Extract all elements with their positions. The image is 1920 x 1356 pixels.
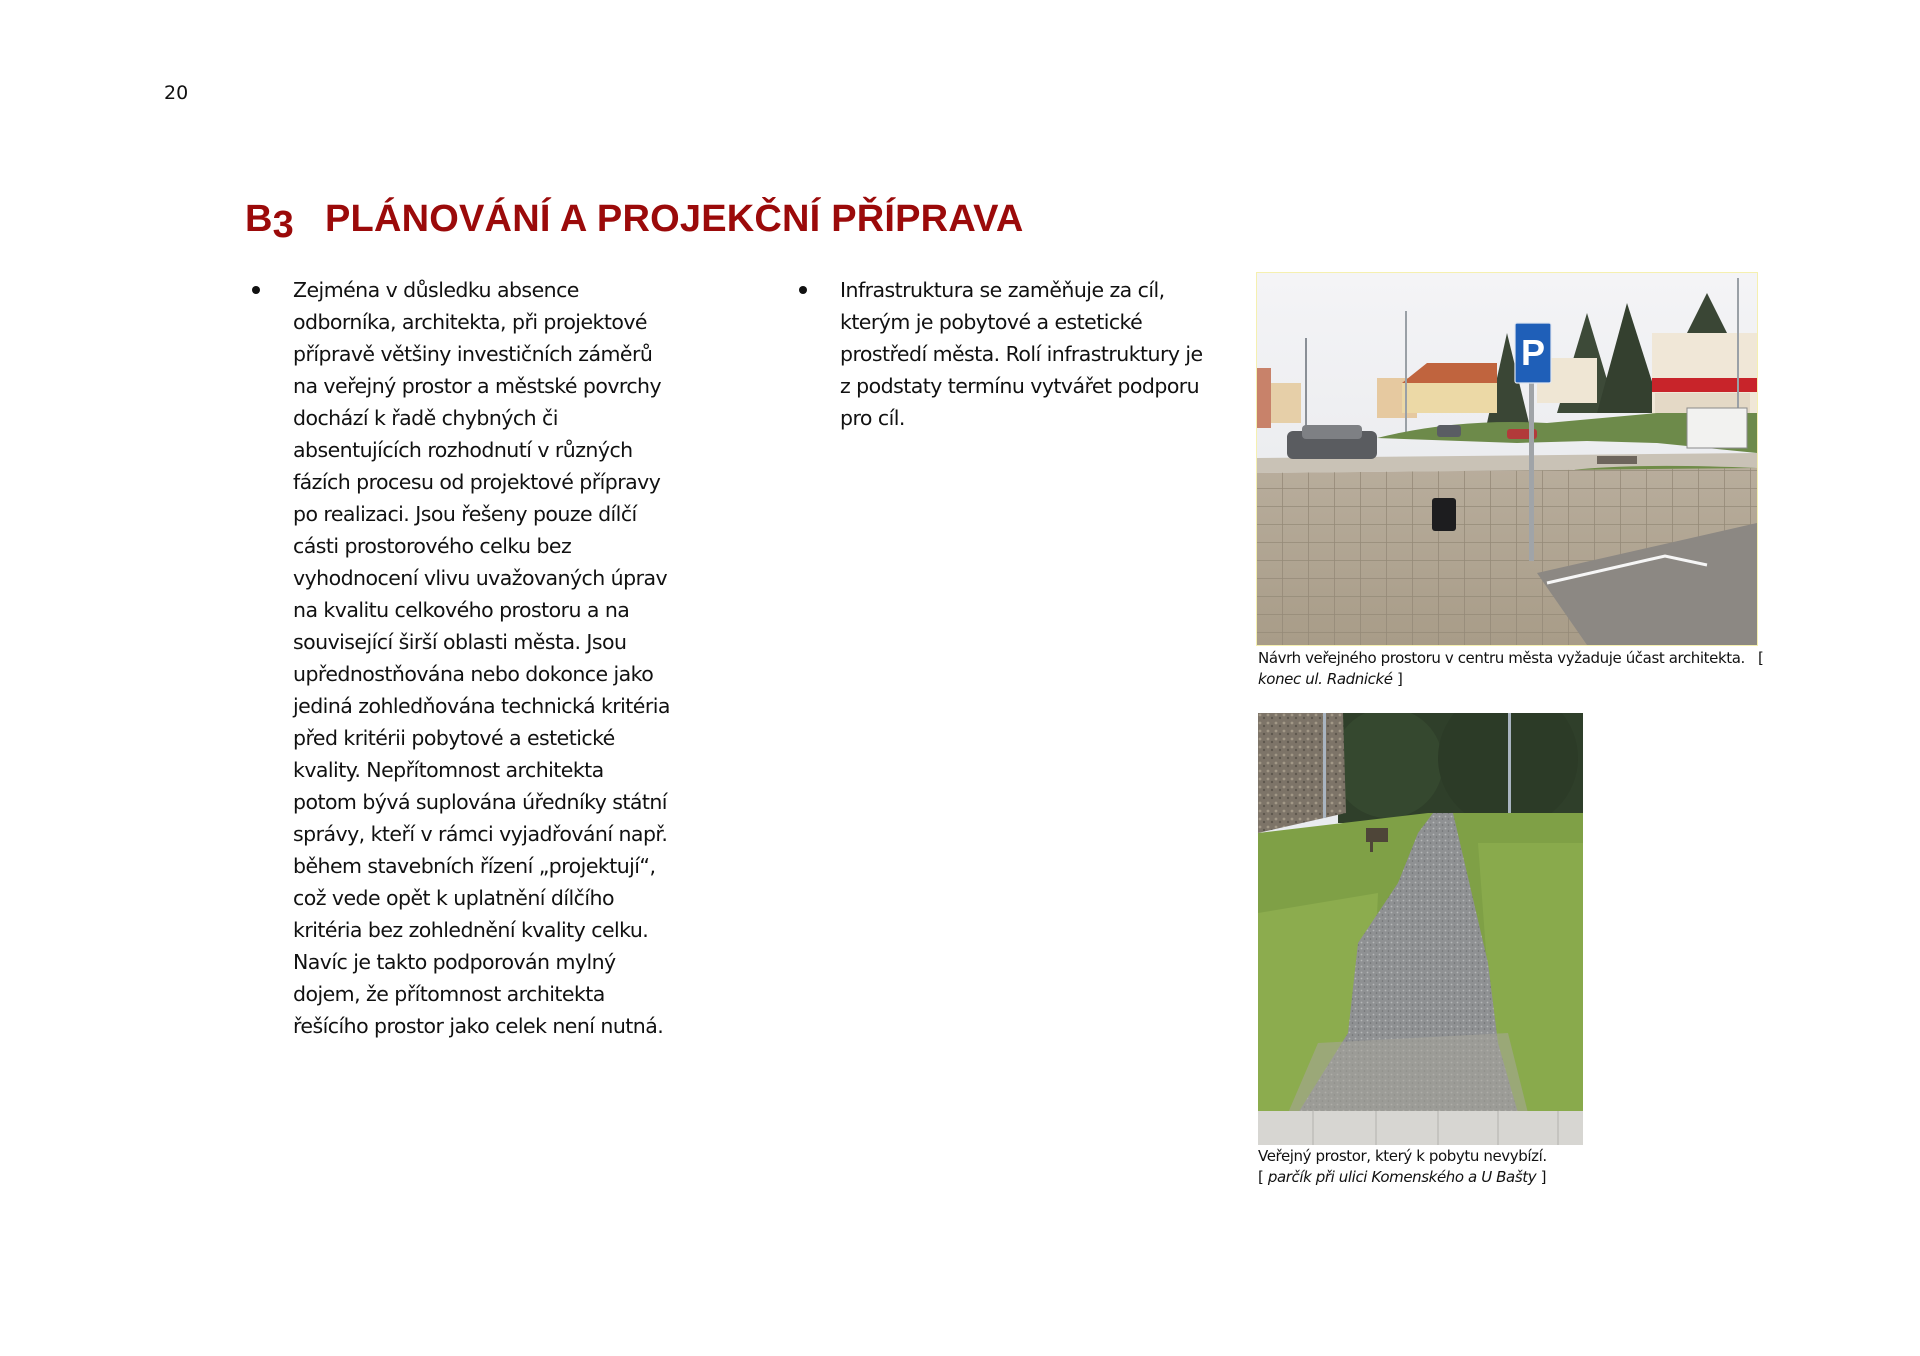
caption-1-bracket-close: ] [1392, 670, 1403, 688]
photo-park-path-illustration [1258, 713, 1583, 1145]
caption-2-bracket-close: ] [1536, 1168, 1547, 1186]
section-heading [245, 198, 1024, 247]
bullet-text: Zejména v důsledku absence odborníka, architekta, při projektové přípravě většiny investičních záměrů na veřejný prostor a městské povrchy dochází k řadě chybných či absentujících rozhodnutí v různých fázích procesu od projektové přípravy po realizaci. Jsou řešeny pouze dílčí cásti prostorového celku bez vyhodnocení vlivu uvažovaných úprav na kvalitu celkového prostoru a na související širší oblasti města. Jsou upřednostňována nebo dokonce jako jediná zohledňována technická kritéria před kritérii pobytové a estetické kvality. Nepřítomnost architekta potom bývá suplována úředníky státní správy, kteří v rámci vyjadřování např. během stavebních řízení „projektují“, což vede opět k uplatnění dílčího kritéria bez zohlednění kvality celku. Navíc je takto podporován mylný dojem, že přítomnost architekta řešícího prostor jako celek není nutná. [293, 278, 670, 1038]
section-code-letter: B [245, 198, 273, 240]
bullet-icon [799, 286, 807, 294]
figure-caption-2 [1258, 1146, 1678, 1188]
photo-park-path [1258, 713, 1583, 1145]
bullet-icon [252, 286, 260, 294]
page-number: 20 [164, 82, 189, 104]
left-column [248, 274, 678, 1042]
caption-2-text: Veřejný prostor, který k pobytu nevybízí. [1258, 1147, 1547, 1165]
caption-1-text: Návrh veřejného prostoru v centru města vyžaduje účast architekta. [1258, 649, 1745, 667]
section-code-digit: 3 [272, 204, 294, 246]
bullet-item [795, 274, 1235, 434]
caption-1-bracket-open: [ [1758, 649, 1764, 667]
section-code [245, 198, 325, 247]
parking-sign-letter: P [1520, 332, 1546, 373]
photo-town-square-illustration [1257, 273, 1757, 645]
middle-column [795, 274, 1235, 434]
caption-2-location-line [1258, 1167, 1678, 1188]
caption-1-location: konec ul. Radnické [1258, 670, 1393, 688]
bullet-item [248, 274, 678, 1042]
figure-caption-1 [1258, 648, 1778, 690]
photo-town-square-parking [1257, 273, 1757, 645]
section-title: PLÁNOVÁNÍ A PROJEKČNÍ PŘÍPRAVA [325, 198, 1024, 240]
bullet-text: Infrastruktura se zaměňuje za cíl, kterým je pobytové a estetické prostředí města. Rolí infrastruktury je z podstaty termínu vytvářet podporu pro cíl. [840, 278, 1203, 430]
caption-2-bracket-open: [ [1258, 1168, 1268, 1186]
caption-2-location: parčík při ulici Komenského a U Bašty [1267, 1168, 1537, 1186]
